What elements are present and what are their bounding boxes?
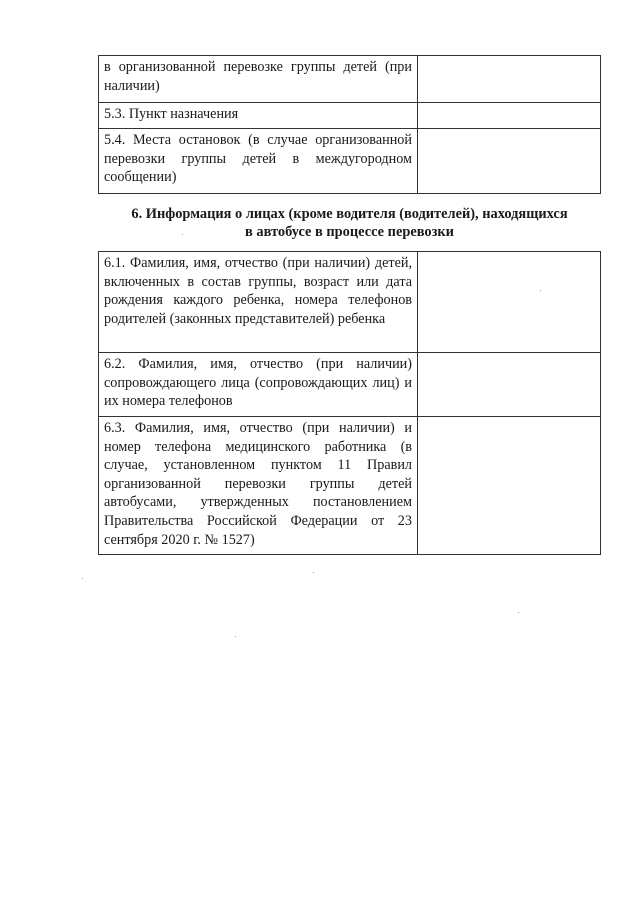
section-6-heading-line1: 6. Информация о лицах (кроме водителя (водителей), находящихся [131,206,568,222]
section-6-heading [98,206,601,241]
table-row [99,252,601,353]
section-6-table [98,251,601,555]
row-label-5-4: 5.4. Места остановок (в случае организованной перевозки группы детей в междугородном сообщении) [99,129,418,194]
table-row [99,103,601,129]
table-row [99,56,601,103]
table-row [99,129,601,194]
row-label-continuation: в организованной перевозке группы детей (при наличии) [99,56,418,103]
row-label-6-1: 6.1. Фамилия, имя, отчество (при наличии) детей, включенных в состав группы, возраст или дата рождения каждого ребенка, номера телефонов родителей (законных представителей) ребенка [99,252,418,353]
table-row [99,353,601,417]
row-label-5-3: 5.3. Пункт назначения [99,103,418,129]
scan-speck [235,636,236,637]
scan-speck [182,234,183,235]
scan-speck [518,612,519,613]
row-value-5-3[interactable] [418,103,601,129]
row-value-5-4[interactable] [418,129,601,194]
section-6-heading-line2: в автобусе в процессе перевозки [245,223,454,240]
row-value-continuation[interactable] [418,56,601,103]
scan-speck [82,578,83,579]
row-value-6-3[interactable] [418,417,601,555]
section-5-table [98,55,601,194]
row-value-6-2[interactable] [418,353,601,417]
scan-speck [313,572,314,573]
row-value-6-1[interactable] [418,252,601,353]
scan-speck [540,290,541,291]
row-label-6-3: 6.3. Фамилия, имя, отчество (при наличии) и номер телефона медицинского работника (в случае, установленном пунктом 11 Правил организованной перевозки группы детей автобусами, утвержденных постановлением Правительства Российской Федерации от 23 сентября 2020 г. № 1527) [99,417,418,555]
table-row [99,417,601,555]
row-label-6-2: 6.2. Фамилия, имя, отчество (при наличии) сопровождающего лица (сопровождающих лиц) и их номера телефонов [99,353,418,417]
